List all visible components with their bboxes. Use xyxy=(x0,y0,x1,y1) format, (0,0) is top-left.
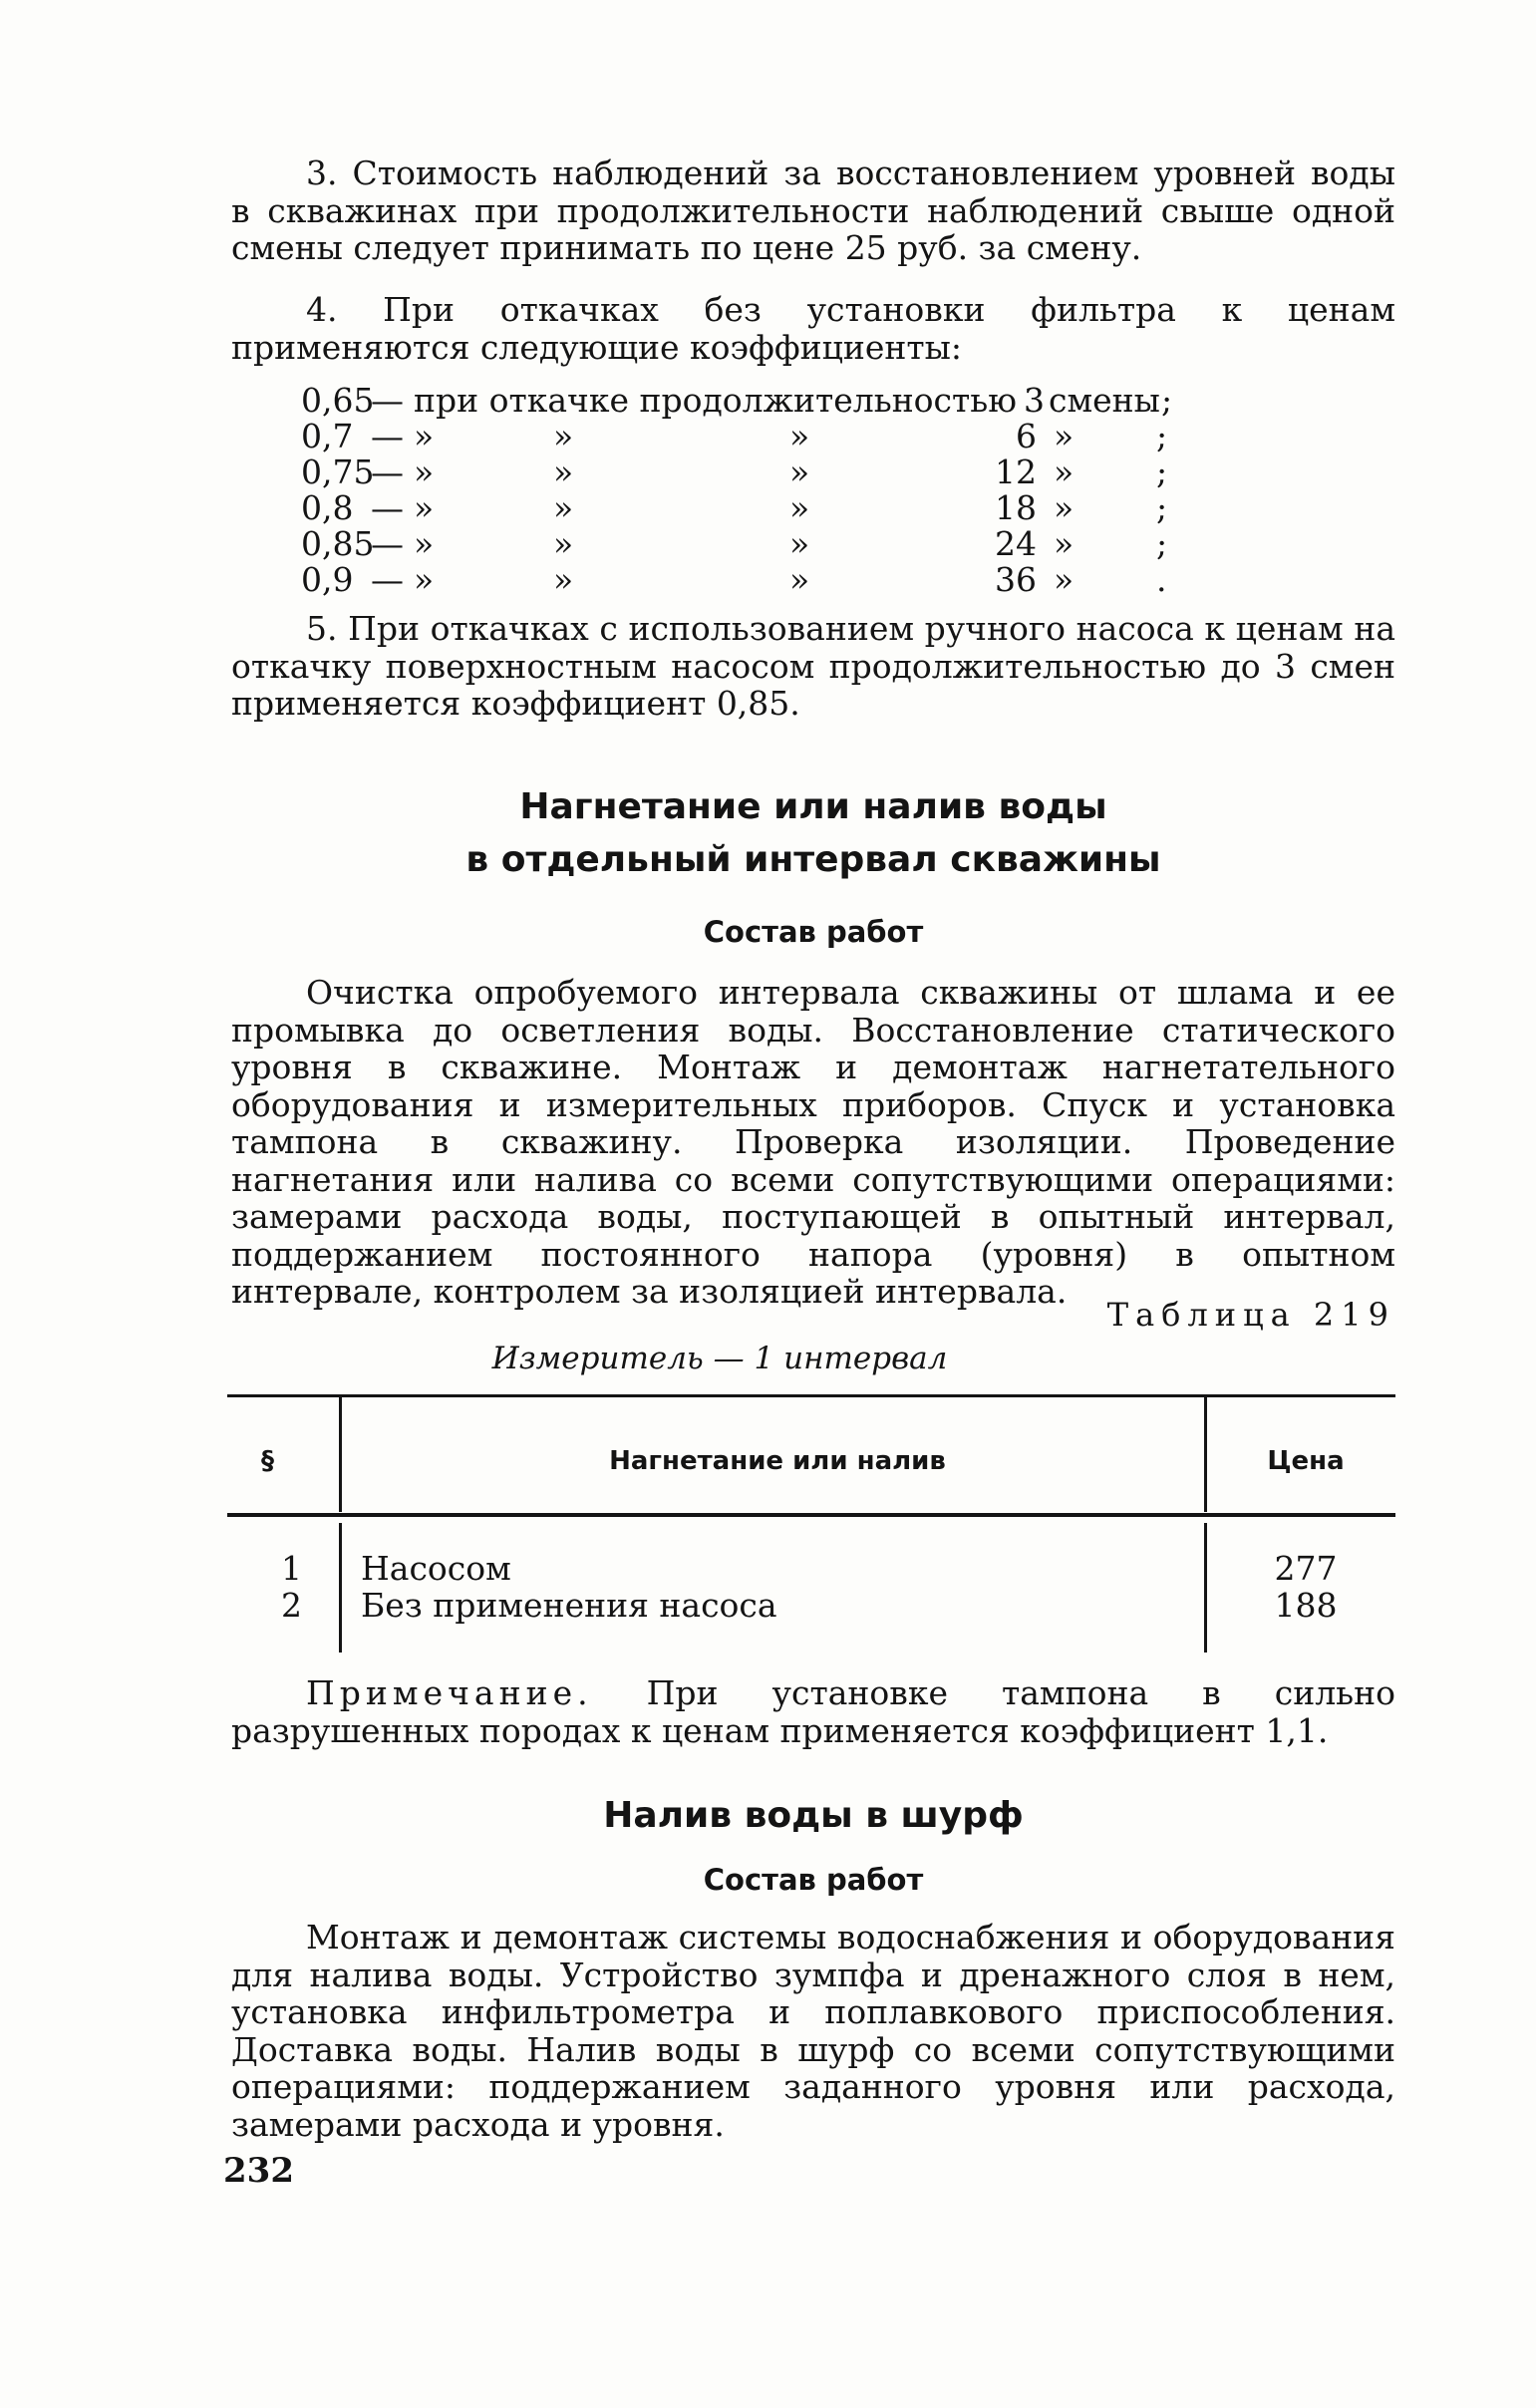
table-row-price: 277 xyxy=(1274,1549,1338,1588)
coefficient-coef: 0,75 xyxy=(301,452,375,491)
coefficient-unit: » xyxy=(1054,488,1075,527)
coefficient-dash: — xyxy=(371,524,404,563)
section-2-text: Монтаж и демонтаж системы водоснабжения и оборудования для налива воды. Устройство зумпфа и дренажного слоя в нем, установка инфильтрометра и поплавкового приспособления. Доставка воды. Налив воды в шурф со всеми сопутствующими операциями: поддержанием заданного уровня или расхода, замерами расхода и уровня. xyxy=(231,1918,1395,2144)
section-subtitle: Состав работ xyxy=(703,915,924,949)
table-header-name: Нагнетание или налив xyxy=(609,1446,946,1476)
table-body-divider-1 xyxy=(339,1523,342,1653)
coefficient-text2: » xyxy=(553,452,574,491)
coefficient-text3: » xyxy=(789,524,810,563)
table-header-rule xyxy=(227,1513,1395,1517)
table-top-rule xyxy=(227,1394,1395,1397)
section-title-line-2: в отдельный интервал скважины xyxy=(465,839,1161,880)
note-label: Примечание. xyxy=(306,1673,593,1712)
coefficient-text: » xyxy=(414,488,435,527)
table-header-section: § xyxy=(261,1446,274,1476)
coefficient-dash: — xyxy=(371,381,404,420)
coefficient-coef: 0,65 xyxy=(301,381,375,420)
table-row-name: Без применения насоса xyxy=(361,1586,777,1625)
table-label: Таблица 219 xyxy=(1106,1296,1395,1334)
table-note xyxy=(231,1674,1395,1749)
table-header-price: Цена xyxy=(1267,1446,1345,1476)
coefficient-end: ; xyxy=(1156,524,1168,563)
paragraph-5: 5. При откачках с использованием ручного насоса к ценам на откачку поверхностным насосом продолжительностью до 3 смен применяется коэффициент 0,85. xyxy=(231,609,1395,723)
coefficient-end: ; xyxy=(1161,381,1173,420)
note-text: При установке тампона в сильно разрушенных породах к ценам применяется коэффициент 1,1. xyxy=(231,1673,1395,1750)
table-row-number: 2 xyxy=(281,1586,302,1625)
coefficient-text3: » xyxy=(789,488,810,527)
section-2-title: Налив воды в шурф xyxy=(603,1795,1024,1836)
coefficient-text2: » xyxy=(553,417,574,455)
coefficient-text: » xyxy=(414,524,435,563)
coefficient-unit: смены xyxy=(1049,381,1160,420)
coefficient-unit: » xyxy=(1054,560,1075,599)
table-row-price: 188 xyxy=(1274,1586,1338,1625)
coefficient-coef: 0,85 xyxy=(301,524,375,563)
coefficient-text: » xyxy=(414,452,435,491)
coefficient-end: ; xyxy=(1156,452,1168,491)
coefficient-dash: — xyxy=(371,560,404,599)
paragraph-4: 4. При откачках без установки фильтра к ценам применяются следующие коэффициенты: xyxy=(231,290,1395,367)
table-divider-2 xyxy=(1204,1397,1207,1512)
coefficient-coef: 0,9 xyxy=(301,560,354,599)
coefficient-coef: 0,8 xyxy=(301,488,354,527)
coefficient-value: 36 xyxy=(995,560,1037,599)
coefficient-text: » xyxy=(414,560,435,599)
table-row-name: Насосом xyxy=(361,1549,511,1588)
coefficient-dash: — xyxy=(371,452,404,491)
coefficient-coef: 0,7 xyxy=(301,417,354,455)
paragraph-3: 3. Стоимость наблюдений за восстановлением уровней воды в скважинах при продолжительности наблюдений свыше одной смены следует принимать по цене 25 руб. за смену. xyxy=(231,153,1395,267)
coefficient-value: 12 xyxy=(995,452,1037,491)
coefficient-value: 3 xyxy=(1024,381,1045,420)
table-row-number: 1 xyxy=(281,1549,302,1588)
coefficient-text2: » xyxy=(553,488,574,527)
section-2-subtitle: Состав работ xyxy=(703,1863,924,1897)
table-measure: Измеритель — 1 интервал xyxy=(491,1341,948,1376)
coefficient-value: 6 xyxy=(1016,417,1037,455)
table-body-divider-2 xyxy=(1204,1523,1207,1653)
coefficient-value: 24 xyxy=(995,524,1037,563)
coefficient-value: 18 xyxy=(995,488,1037,527)
coefficient-end: ; xyxy=(1156,417,1168,455)
coefficient-end: ; xyxy=(1156,488,1168,527)
coefficient-unit: » xyxy=(1054,417,1075,455)
coefficient-text3: » xyxy=(789,417,810,455)
table-divider-1 xyxy=(339,1397,342,1512)
coefficient-text2: » xyxy=(553,524,574,563)
section-title-line-1: Нагнетание или налив воды xyxy=(519,786,1107,827)
coefficient-text: » xyxy=(414,417,435,455)
coefficient-unit: » xyxy=(1054,524,1075,563)
coefficient-text2: » xyxy=(553,560,574,599)
coefficient-dash: — xyxy=(371,417,404,455)
coefficient-end: . xyxy=(1156,560,1167,599)
coefficient-dash: — xyxy=(371,488,404,527)
section-1-text: Очистка опробуемого интервала скважины от шлама и ее промывка до осветления воды. Восстановление статического уровня в скважине. Монтаж и демонтаж нагнетательного оборудования и измерительных приборов. Спуск и установка тампона в скважину. Проверка изоляции. Проведение нагнетания или налива со всеми сопутствующими операциями: замерами расхода воды, поступающей в опытный интервал, поддержанием постоянного напора (уровня) в опытном интервале, контролем за изоляцией интервала. xyxy=(231,973,1395,1311)
coefficient-text3: » xyxy=(789,560,810,599)
coefficient-unit: » xyxy=(1054,452,1075,491)
coefficient-text: при откачке продолжительностью xyxy=(414,381,1017,420)
coefficient-text3: » xyxy=(789,452,810,491)
page-number: 232 xyxy=(223,2151,294,2191)
